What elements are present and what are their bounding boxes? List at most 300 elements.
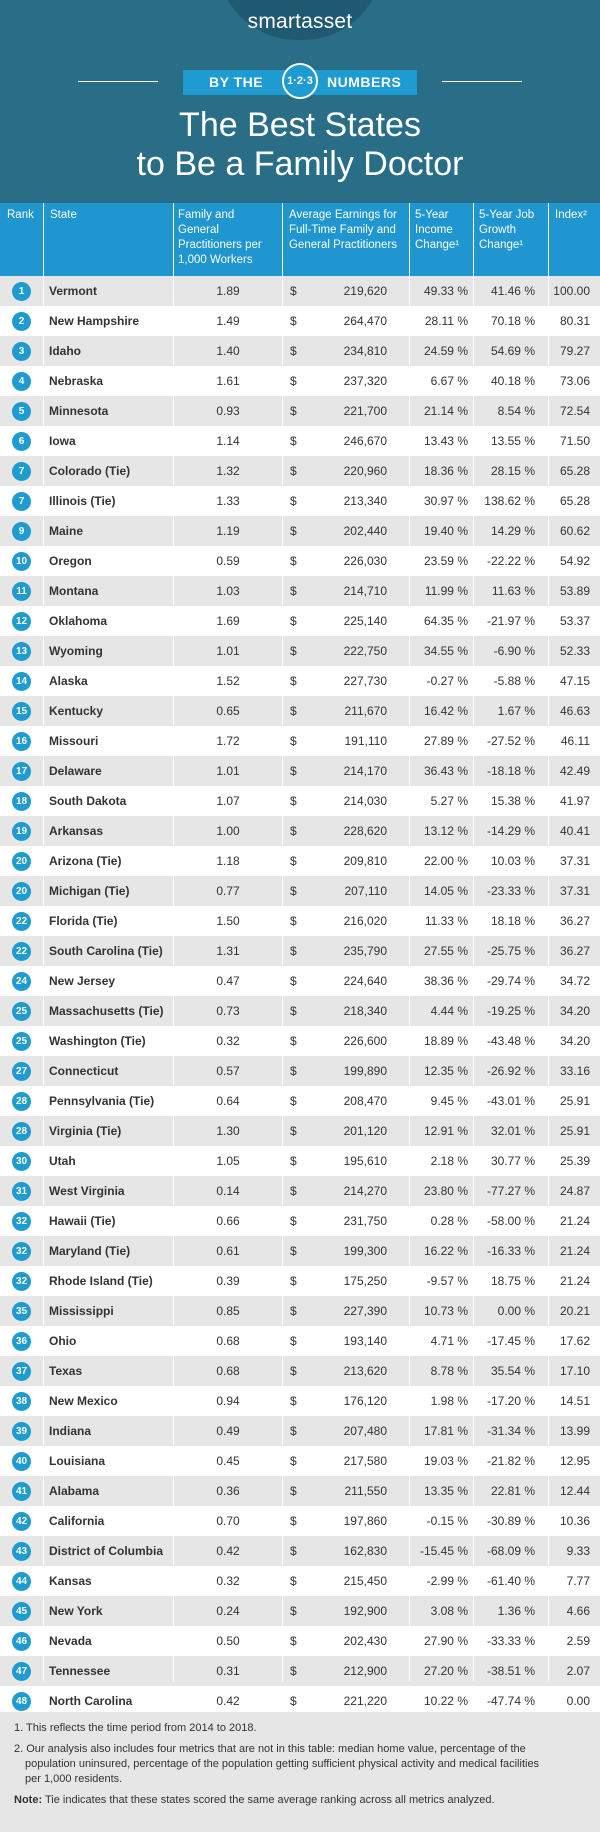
row-practitioners: 1.69 bbox=[216, 614, 240, 628]
row-state: Illinois (Tie) bbox=[49, 494, 116, 508]
row-job-growth: 8.54 % bbox=[497, 404, 535, 418]
row-practitioners: 1.89 bbox=[216, 284, 240, 298]
row-practitioners: 0.32 bbox=[216, 1034, 240, 1048]
dollar-sign: $ bbox=[290, 914, 297, 928]
table-row bbox=[0, 1416, 600, 1446]
rank-badge: 42 bbox=[12, 1512, 31, 1531]
row-job-growth: 14.29 % bbox=[490, 524, 535, 538]
table-row bbox=[0, 1146, 600, 1176]
row-income-change: 49.33 % bbox=[423, 284, 468, 298]
banner-left-text: BY THE bbox=[209, 74, 264, 90]
dollar-sign: $ bbox=[290, 404, 297, 418]
row-practitioners: 0.73 bbox=[216, 1004, 240, 1018]
row-income-change: 4.71 % bbox=[430, 1334, 468, 1348]
row-index: 60.62 bbox=[559, 524, 590, 538]
row-practitioners: 0.42 bbox=[216, 1694, 240, 1708]
row-state: Oklahoma bbox=[49, 614, 108, 628]
row-income-change: 27.89 % bbox=[423, 734, 468, 748]
row-index: 52.33 bbox=[559, 644, 590, 658]
row-state: Delaware bbox=[49, 764, 102, 778]
row-earnings: 199,300 bbox=[343, 1244, 387, 1258]
header-earnings: Average Earnings for Full-Time Family and General Practitioners bbox=[289, 209, 398, 251]
row-index: 14.51 bbox=[559, 1394, 590, 1408]
row-practitioners: 1.07 bbox=[216, 794, 240, 808]
row-state: New York bbox=[49, 1604, 103, 1618]
row-practitioners: 0.47 bbox=[216, 974, 240, 988]
row-state: West Virginia bbox=[49, 1184, 125, 1198]
row-state: New Jersey bbox=[49, 974, 116, 988]
table-row bbox=[0, 1206, 600, 1236]
row-earnings: 224,640 bbox=[343, 974, 387, 988]
dollar-sign: $ bbox=[290, 1634, 297, 1648]
row-income-change: 12.91 % bbox=[423, 1124, 468, 1138]
row-income-change: 27.90 % bbox=[423, 1634, 468, 1648]
row-earnings: 234,810 bbox=[343, 344, 387, 358]
row-earnings: 226,030 bbox=[343, 554, 387, 568]
row-earnings: 218,340 bbox=[343, 1004, 387, 1018]
row-index: 0.00 bbox=[566, 1694, 590, 1708]
row-income-change: 64.35 % bbox=[423, 614, 468, 628]
row-state: Alaska bbox=[49, 674, 88, 688]
row-job-growth: -31.34 % bbox=[486, 1424, 535, 1438]
row-state: Pennsylvania (Tie) bbox=[49, 1094, 155, 1108]
row-state: Connecticut bbox=[49, 1064, 119, 1078]
row-job-growth: 70.18 % bbox=[490, 314, 535, 328]
row-state: Maryland (Tie) bbox=[49, 1244, 131, 1258]
row-practitioners: 0.85 bbox=[216, 1304, 240, 1318]
row-index: 80.31 bbox=[559, 314, 590, 328]
row-earnings: 176,120 bbox=[343, 1394, 387, 1408]
row-practitioners: 1.40 bbox=[216, 344, 240, 358]
row-job-growth: 28.15 % bbox=[490, 464, 535, 478]
row-earnings: 214,710 bbox=[343, 584, 387, 598]
row-index: 42.49 bbox=[559, 764, 590, 778]
row-practitioners: 0.59 bbox=[216, 554, 240, 568]
row-earnings: 225,140 bbox=[343, 614, 387, 628]
row-index: 24.87 bbox=[559, 1184, 590, 1198]
row-state: Montana bbox=[49, 584, 99, 598]
table-row bbox=[0, 1476, 600, 1506]
row-job-growth: -30.89 % bbox=[486, 1514, 535, 1528]
row-state: Indiana bbox=[49, 1424, 92, 1438]
table-row bbox=[0, 456, 600, 486]
row-earnings: 209,810 bbox=[343, 854, 387, 868]
rank-badge: 17 bbox=[12, 762, 31, 781]
dollar-sign: $ bbox=[290, 644, 297, 658]
rank-badge: 6 bbox=[12, 432, 31, 451]
table-row bbox=[0, 306, 600, 336]
row-income-change: 27.20 % bbox=[423, 1664, 468, 1678]
row-index: 25.39 bbox=[559, 1154, 590, 1168]
row-index: 25.91 bbox=[559, 1124, 590, 1138]
row-income-change: 22.00 % bbox=[423, 854, 468, 868]
row-job-growth: -19.25 % bbox=[486, 1004, 535, 1018]
table-row bbox=[0, 1626, 600, 1656]
row-job-growth: -27.52 % bbox=[486, 734, 535, 748]
row-job-growth: 13.55 % bbox=[490, 434, 535, 448]
row-earnings: 202,430 bbox=[343, 1634, 387, 1648]
row-index: 12.44 bbox=[559, 1484, 590, 1498]
row-earnings: 226,600 bbox=[343, 1034, 387, 1048]
dollar-sign: $ bbox=[290, 794, 297, 808]
row-earnings: 214,270 bbox=[343, 1184, 387, 1198]
footnote-1: 1. This reflects the time period from 2014 to 2018. bbox=[14, 1722, 257, 1734]
row-earnings: 211,550 bbox=[344, 1484, 387, 1498]
row-earnings: 162,830 bbox=[343, 1544, 387, 1558]
row-practitioners: 0.64 bbox=[216, 1094, 240, 1108]
row-job-growth: 15.38 % bbox=[490, 794, 535, 808]
table-row bbox=[0, 906, 600, 936]
row-state: Minnesota bbox=[49, 404, 109, 418]
row-earnings: 195,610 bbox=[343, 1154, 387, 1168]
table-row bbox=[0, 996, 600, 1026]
row-job-growth: 41.46 % bbox=[490, 284, 535, 298]
row-job-growth: 1.36 % bbox=[497, 1604, 535, 1618]
row-income-change: -0.15 % bbox=[426, 1514, 468, 1528]
row-state: Arizona (Tie) bbox=[49, 854, 122, 868]
badge-icon bbox=[282, 63, 318, 99]
table-row bbox=[0, 606, 600, 636]
dollar-sign: $ bbox=[290, 704, 297, 718]
dollar-sign: $ bbox=[290, 374, 297, 388]
row-earnings: 201,120 bbox=[343, 1124, 387, 1138]
row-practitioners: 0.70 bbox=[216, 1514, 240, 1528]
row-state: Missouri bbox=[49, 734, 99, 748]
banner-right-text: NUMBERS bbox=[327, 74, 402, 90]
row-index: 65.28 bbox=[559, 494, 590, 508]
row-state: Oregon bbox=[49, 554, 92, 568]
rank-badge: 16 bbox=[12, 732, 31, 751]
dollar-sign: $ bbox=[290, 1154, 297, 1168]
row-earnings: 219,620 bbox=[343, 284, 387, 298]
row-index: 7.77 bbox=[566, 1574, 590, 1588]
rank-badge: 30 bbox=[12, 1152, 31, 1171]
row-job-growth: -17.45 % bbox=[486, 1334, 535, 1348]
row-state: Michigan (Tie) bbox=[49, 884, 130, 898]
row-index: 53.37 bbox=[559, 614, 590, 628]
divider-state bbox=[173, 203, 174, 1681]
row-earnings: 211,670 bbox=[344, 704, 387, 718]
row-job-growth: 22.81 % bbox=[490, 1484, 535, 1498]
row-practitioners: 1.49 bbox=[216, 314, 240, 328]
table-row bbox=[0, 876, 600, 906]
row-practitioners: 0.68 bbox=[216, 1364, 240, 1378]
row-income-change: 8.78 % bbox=[430, 1364, 468, 1378]
dollar-sign: $ bbox=[290, 734, 297, 748]
row-earnings: 202,440 bbox=[343, 524, 387, 538]
divider-earnings bbox=[409, 203, 410, 1681]
rank-badge: 12 bbox=[12, 612, 31, 631]
row-index: 36.27 bbox=[559, 944, 590, 958]
row-job-growth: -43.48 % bbox=[486, 1034, 535, 1048]
title-line-2: to Be a Family Doctor bbox=[136, 145, 464, 183]
row-income-change: 11.99 % bbox=[424, 584, 468, 598]
row-income-change: 4.44 % bbox=[430, 1004, 468, 1018]
row-income-change: 3.08 % bbox=[430, 1604, 468, 1618]
divider-rank bbox=[43, 203, 44, 1681]
row-income-change: 38.36 % bbox=[423, 974, 468, 988]
rank-badge: 28 bbox=[12, 1092, 31, 1111]
row-job-growth: 138.62 % bbox=[484, 494, 535, 508]
row-earnings: 212,900 bbox=[343, 1664, 387, 1678]
rank-badge: 38 bbox=[12, 1392, 31, 1411]
dollar-sign: $ bbox=[290, 614, 297, 628]
row-income-change: 12.35 % bbox=[423, 1064, 468, 1078]
row-state: California bbox=[49, 1514, 105, 1528]
row-job-growth: -23.33 % bbox=[486, 884, 535, 898]
row-practitioners: 0.68 bbox=[216, 1334, 240, 1348]
row-job-growth: 11.63 % bbox=[491, 584, 535, 598]
row-practitioners: 0.50 bbox=[216, 1634, 240, 1648]
rank-badge: 25 bbox=[12, 1002, 31, 1021]
rank-badge: 32 bbox=[12, 1242, 31, 1261]
dollar-sign: $ bbox=[290, 1124, 297, 1138]
row-index: 33.16 bbox=[559, 1064, 590, 1078]
dollar-sign: $ bbox=[290, 1454, 297, 1468]
row-state: Nebraska bbox=[49, 374, 104, 388]
row-job-growth: 35.54 % bbox=[490, 1364, 535, 1378]
brand-logo: smartasset bbox=[247, 10, 353, 33]
dollar-sign: $ bbox=[290, 1694, 297, 1708]
note-text: Tie indicates that these states scored the same average ranking across all metrics analyzed. bbox=[42, 1794, 495, 1806]
row-index: 73.06 bbox=[559, 374, 590, 388]
table-row bbox=[0, 396, 600, 426]
row-practitioners: 1.33 bbox=[216, 494, 240, 508]
dollar-sign: $ bbox=[290, 584, 297, 598]
row-practitioners: 0.57 bbox=[216, 1064, 240, 1078]
row-earnings: 199,890 bbox=[343, 1064, 387, 1078]
row-job-growth: -22.22 % bbox=[486, 554, 535, 568]
row-earnings: 231,750 bbox=[343, 1214, 387, 1228]
row-index: 34.20 bbox=[559, 1034, 590, 1048]
row-state: Iowa bbox=[49, 434, 76, 448]
row-income-change: 1.98 % bbox=[430, 1394, 468, 1408]
rank-badge: 39 bbox=[12, 1422, 31, 1441]
row-state: Louisiana bbox=[49, 1454, 106, 1468]
row-index: 36.27 bbox=[559, 914, 590, 928]
row-job-growth: -38.51 % bbox=[486, 1664, 535, 1678]
row-index: 46.11 bbox=[560, 734, 590, 748]
row-income-change: 21.14 % bbox=[423, 404, 468, 418]
row-job-growth: -68.09 % bbox=[486, 1544, 535, 1558]
row-state: Idaho bbox=[49, 344, 81, 358]
table-row bbox=[0, 546, 600, 576]
row-job-growth: -16.33 % bbox=[486, 1244, 535, 1258]
row-income-change: 13.35 % bbox=[423, 1484, 468, 1498]
row-earnings: 221,220 bbox=[343, 1694, 387, 1708]
dollar-sign: $ bbox=[290, 1544, 297, 1558]
row-income-change: 36.43 % bbox=[423, 764, 468, 778]
row-job-growth: -18.18 % bbox=[486, 764, 535, 778]
dollar-sign: $ bbox=[290, 1274, 297, 1288]
row-state: Florida (Tie) bbox=[49, 914, 118, 928]
row-income-change: 5.27 % bbox=[430, 794, 468, 808]
row-state: Mississippi bbox=[49, 1304, 114, 1318]
row-state: Utah bbox=[49, 1154, 76, 1168]
row-income-change: 17.81 % bbox=[423, 1424, 468, 1438]
row-state: New Mexico bbox=[49, 1394, 118, 1408]
row-practitioners: 1.50 bbox=[216, 914, 240, 928]
row-state: Virginia (Tie) bbox=[49, 1124, 122, 1138]
row-earnings: 192,900 bbox=[343, 1604, 387, 1618]
row-index: 17.10 bbox=[559, 1364, 590, 1378]
row-state: Colorado (Tie) bbox=[49, 464, 131, 478]
rank-badge: 7 bbox=[12, 462, 31, 481]
row-index: 21.24 bbox=[559, 1244, 590, 1258]
row-earnings: 191,110 bbox=[344, 734, 387, 748]
row-income-change: 11.33 % bbox=[424, 914, 468, 928]
row-job-growth: -21.82 % bbox=[486, 1454, 535, 1468]
row-index: 41.97 bbox=[559, 794, 590, 808]
dollar-sign: $ bbox=[290, 1664, 297, 1678]
row-earnings: 214,030 bbox=[343, 794, 387, 808]
row-income-change: 18.36 % bbox=[423, 464, 468, 478]
dollar-sign: $ bbox=[290, 1514, 297, 1528]
table-row bbox=[0, 666, 600, 696]
row-index: 72.54 bbox=[559, 404, 590, 418]
table-row bbox=[0, 1656, 600, 1686]
row-index: 54.92 bbox=[559, 554, 590, 568]
row-state: Rhode Island (Tie) bbox=[49, 1274, 153, 1288]
row-income-change: 6.67 % bbox=[430, 374, 468, 388]
row-index: 34.72 bbox=[559, 974, 590, 988]
row-earnings: 235,790 bbox=[343, 944, 387, 958]
row-job-growth: 40.18 % bbox=[490, 374, 535, 388]
dollar-sign: $ bbox=[290, 314, 297, 328]
dollar-sign: $ bbox=[290, 1004, 297, 1018]
row-job-growth: -33.33 % bbox=[486, 1634, 535, 1648]
footnotes bbox=[0, 1712, 600, 1832]
dollar-sign: $ bbox=[290, 764, 297, 778]
row-index: 40.41 bbox=[559, 824, 590, 838]
table-row bbox=[0, 1236, 600, 1266]
dollar-sign: $ bbox=[290, 1424, 297, 1438]
table-row bbox=[0, 1536, 600, 1566]
row-earnings: 208,470 bbox=[343, 1094, 387, 1108]
row-state: Nevada bbox=[49, 1634, 92, 1648]
row-index: 47.15 bbox=[559, 674, 590, 688]
row-job-growth: -29.74 % bbox=[486, 974, 535, 988]
row-state: North Carolina bbox=[49, 1694, 133, 1708]
row-income-change: 24.59 % bbox=[423, 344, 468, 358]
row-earnings: 246,670 bbox=[343, 434, 387, 448]
row-job-growth: -6.90 % bbox=[493, 644, 535, 658]
rank-badge: 43 bbox=[12, 1542, 31, 1561]
row-practitioners: 1.32 bbox=[216, 464, 240, 478]
row-earnings: 222,750 bbox=[343, 644, 387, 658]
table-row bbox=[0, 276, 600, 306]
row-index: 13.99 bbox=[559, 1424, 590, 1438]
row-index: 37.31 bbox=[559, 884, 590, 898]
row-state: South Dakota bbox=[49, 794, 127, 808]
row-earnings: 207,480 bbox=[343, 1424, 387, 1438]
row-state: Kentucky bbox=[49, 704, 104, 718]
table-row bbox=[0, 1176, 600, 1206]
table-row bbox=[0, 1116, 600, 1146]
row-income-change: 34.55 % bbox=[423, 644, 468, 658]
rank-badge: 19 bbox=[12, 822, 31, 841]
row-income-change: 16.22 % bbox=[423, 1244, 468, 1258]
dollar-sign: $ bbox=[290, 524, 297, 538]
row-practitioners: 1.05 bbox=[216, 1154, 240, 1168]
header-job-growth: 5-Year Job Growth Change¹ bbox=[479, 209, 535, 251]
row-job-growth: 18.75 % bbox=[490, 1274, 535, 1288]
row-job-growth: -21.97 % bbox=[486, 614, 535, 628]
row-earnings: 227,390 bbox=[343, 1304, 387, 1318]
dollar-sign: $ bbox=[290, 824, 297, 838]
row-income-change: 10.22 % bbox=[423, 1694, 468, 1708]
row-state: Vermont bbox=[49, 284, 98, 298]
dollar-sign: $ bbox=[290, 944, 297, 958]
rank-badge: 7 bbox=[12, 492, 31, 511]
row-job-growth: 10.03 % bbox=[490, 854, 535, 868]
rank-badge: 44 bbox=[12, 1572, 31, 1591]
row-practitioners: 0.42 bbox=[216, 1544, 240, 1558]
dollar-sign: $ bbox=[290, 1184, 297, 1198]
row-state: Kansas bbox=[49, 1574, 92, 1588]
header-index: Index² bbox=[555, 209, 587, 221]
row-practitioners: 1.01 bbox=[216, 644, 240, 658]
row-income-change: -9.57 % bbox=[426, 1274, 468, 1288]
rank-badge: 45 bbox=[12, 1602, 31, 1621]
table-row bbox=[0, 966, 600, 996]
row-earnings: 213,340 bbox=[343, 494, 387, 508]
rank-badge: 22 bbox=[12, 912, 31, 931]
table-row bbox=[0, 1266, 600, 1296]
table-row bbox=[0, 1056, 600, 1086]
rank-badge: 20 bbox=[12, 852, 31, 871]
rank-badge: 3 bbox=[12, 342, 31, 361]
dollar-sign: $ bbox=[290, 1574, 297, 1588]
row-practitioners: 0.36 bbox=[216, 1484, 240, 1498]
rank-badge: 9 bbox=[12, 522, 31, 541]
dollar-sign: $ bbox=[290, 1064, 297, 1078]
rank-badge: 31 bbox=[12, 1182, 31, 1201]
row-job-growth: -5.88 % bbox=[493, 674, 535, 688]
row-practitioners: 1.01 bbox=[216, 764, 240, 778]
row-index: 34.20 bbox=[559, 1004, 590, 1018]
row-income-change: 13.43 % bbox=[423, 434, 468, 448]
table-row bbox=[0, 786, 600, 816]
dollar-sign: $ bbox=[290, 464, 297, 478]
row-earnings: 264,470 bbox=[343, 314, 387, 328]
row-state: District of Columbia bbox=[49, 1544, 164, 1558]
row-practitioners: 0.14 bbox=[216, 1184, 240, 1198]
table-row bbox=[0, 846, 600, 876]
row-income-change: 19.03 % bbox=[423, 1454, 468, 1468]
row-earnings: 175,250 bbox=[343, 1274, 387, 1288]
row-practitioners: 1.61 bbox=[216, 374, 240, 388]
rank-badge: 20 bbox=[12, 882, 31, 901]
dollar-sign: $ bbox=[290, 284, 297, 298]
row-earnings: 216,020 bbox=[343, 914, 387, 928]
row-earnings: 220,960 bbox=[343, 464, 387, 478]
row-index: 2.59 bbox=[566, 1634, 590, 1648]
row-job-growth: -43.01 % bbox=[486, 1094, 535, 1108]
row-index: 21.24 bbox=[559, 1274, 590, 1288]
rank-badge: 35 bbox=[12, 1302, 31, 1321]
divider-job bbox=[548, 203, 549, 1681]
dollar-sign: $ bbox=[290, 854, 297, 868]
note bbox=[14, 1793, 495, 1808]
row-job-growth: 18.18 % bbox=[490, 914, 535, 928]
row-state: Ohio bbox=[49, 1334, 77, 1348]
rank-badge: 48 bbox=[12, 1692, 31, 1711]
row-practitioners: 1.52 bbox=[216, 674, 240, 688]
table-row bbox=[0, 636, 600, 666]
row-earnings: 221,700 bbox=[343, 404, 387, 418]
dollar-sign: $ bbox=[290, 1604, 297, 1618]
